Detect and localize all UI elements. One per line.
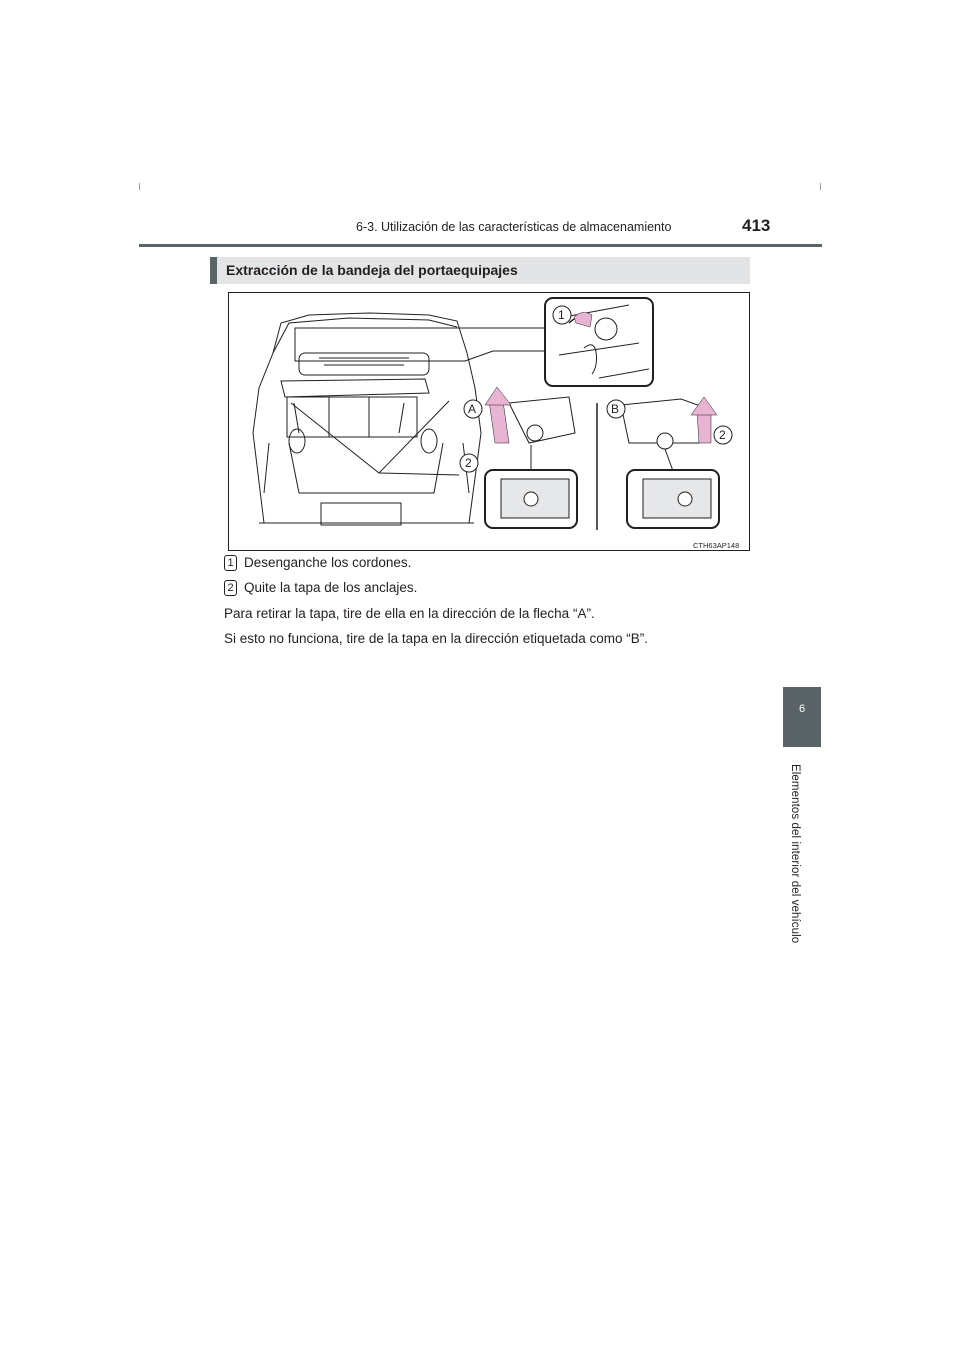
detail-panel-b (607, 397, 732, 528)
chapter-title: Elementos del interior del vehículo (789, 764, 801, 944)
callout-1: 1 (558, 308, 565, 322)
detail-panel-a (460, 387, 591, 528)
header-rule (139, 244, 822, 247)
callout-2-right: 2 (719, 428, 726, 442)
step-1-text: Desenganche los cordones. (244, 555, 412, 570)
section-heading-bar (210, 257, 217, 284)
section-heading-text: Extracción de la bandeja del portaequipajes (226, 262, 518, 278)
illustration (229, 293, 749, 550)
chapter-number: 6 (798, 703, 806, 715)
car-rear-drawing (253, 313, 481, 525)
chapter-tab (783, 687, 821, 747)
step-2-text: Quite la tapa de los anclajes. (244, 580, 418, 595)
running-header-title: 6-3. Utilización de las características de almacenamiento (356, 220, 672, 234)
note-line-2: Si esto no funciona, tire de la tapa en la dirección etiquetada como “B”. (224, 631, 649, 646)
note-line-1: Para retirar la tapa, tire de ella en la dirección de la flecha “A”. (224, 606, 595, 621)
step-2-number: 2 (224, 580, 237, 596)
page-number: 413 (742, 216, 771, 235)
crop-mark-left (139, 183, 140, 190)
callout-2-left: 2 (465, 456, 472, 470)
section-heading (210, 257, 750, 284)
label-b: B (611, 402, 620, 416)
illustration-frame (228, 292, 750, 551)
crop-mark-right (820, 183, 821, 190)
figure-code: CTH63AP148 (693, 541, 740, 550)
label-a: A (468, 402, 477, 416)
detail-panel-1 (545, 298, 653, 386)
step-1-number: 1 (224, 555, 237, 571)
